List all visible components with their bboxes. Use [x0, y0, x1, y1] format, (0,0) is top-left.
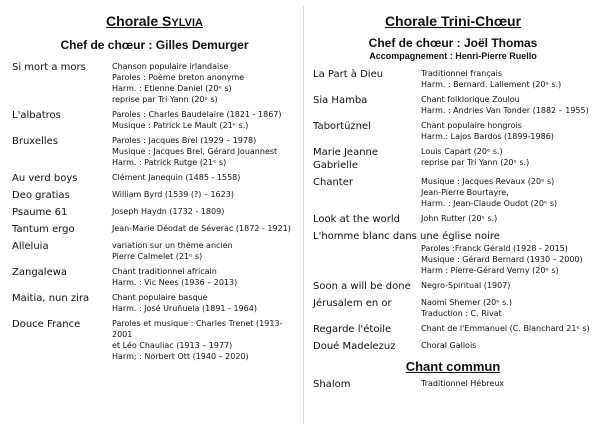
- chef-de-choeur: Chef de chœur : Joël Thomas: [368, 36, 538, 50]
- credit-line: Naomi Shemer (20ᵉ s.): [421, 298, 512, 307]
- song-credits: [112, 206, 297, 219]
- credit-line: Jean-Marie Déodat de Séverac (1872 - 1921): [112, 224, 291, 233]
- song-title: Regarde l'étoile: [313, 324, 392, 335]
- credit-line: Negro-Spiritual (1907): [421, 281, 511, 290]
- song-title: Deo gratias: [12, 190, 70, 201]
- song-entry: [12, 292, 297, 314]
- song-credits: [421, 146, 593, 172]
- song-title: Alleluia: [12, 241, 49, 252]
- credit-line: Musique : Jacques Brel, Gérard Jouannest: [112, 147, 278, 156]
- song-entry: [12, 266, 297, 288]
- song-credits: [421, 280, 593, 293]
- song-entry: [313, 340, 593, 353]
- song-title: Shalom: [313, 379, 351, 390]
- song-entry: [12, 109, 297, 131]
- credit-line: Harm; : Norbert Ott (1940 – 2020): [112, 352, 249, 361]
- credit-line: Chant populaire basque: [112, 293, 208, 302]
- chef-de-choeur: Chef de chœur : Gilles Demurger: [60, 38, 249, 52]
- credit-line: Harm. : José Uruñuela (1891 - 1964): [112, 304, 257, 313]
- song-title: Tabortüznel: [313, 121, 371, 132]
- credit-line: Harm.: Lajos Bardos (1899-1986): [421, 132, 554, 141]
- credit-line: Harm : Pierre-Gérard Verny (20ᵉ s): [421, 266, 559, 275]
- choir-title-sylvia: Chorale SYLVIA: [106, 13, 203, 29]
- song-entry: [313, 146, 593, 172]
- credit-line: Paroles : Charles Baudelaire (1821 - 1867): [112, 110, 282, 119]
- credit-line: variation sur un thème ancien: [112, 241, 233, 250]
- song-entry: [313, 378, 593, 391]
- song-entry: [12, 206, 297, 219]
- credit-line: Chant traditionnel africain: [112, 267, 217, 276]
- credit-line: Paroles : Poème breton anonyme: [112, 73, 245, 82]
- song-credits: [421, 340, 593, 353]
- song-credits: [112, 172, 297, 185]
- song-title: L'albatros: [12, 110, 61, 121]
- credit-line: Louis Capart (20ᵉ s.): [421, 147, 503, 156]
- credit-line: Harm. : Etienne Daniel (20ᵉ s): [112, 84, 232, 93]
- song-title: L'homme blanc dans une église noire: [313, 231, 500, 242]
- credit-line: Musique : Jacques Revaux (20ᵉ s): [421, 177, 555, 186]
- credit-line: Harm. : Patrick Rutge (21ᵉ s): [112, 158, 227, 167]
- right-column: [313, 8, 593, 395]
- song-title: La Part à Dieu: [313, 69, 384, 80]
- choir-title-trini: Chorale Trini-Chœur: [384, 13, 522, 29]
- credit-line: Chant de l'Emmanuel (C. Blanchard 21ᵉ s): [421, 324, 590, 333]
- song-list: [313, 68, 593, 353]
- credit-line: Traditionnel Hébreux: [421, 379, 505, 388]
- credit-line: Pierre Calmelet (21ᵉ s): [112, 252, 203, 261]
- song-entry: [12, 318, 297, 362]
- song-entry: [313, 297, 593, 319]
- song-title: Zangalewa: [12, 267, 68, 278]
- song-title: Psaume 61: [12, 207, 68, 218]
- song-credits: [421, 68, 593, 90]
- song-credits: [112, 292, 297, 314]
- song-entry: [12, 240, 297, 262]
- credit-line: Harm. : Jean-Claude Oudot (20ᵉ s): [421, 199, 558, 208]
- credit-line: reprise par Tri Yann (20ᵉ s): [112, 95, 218, 104]
- credit-line: Joseph Haydn (1732 - 1809): [112, 207, 225, 216]
- song-title: Doué Madelezuz: [313, 341, 396, 352]
- credit-line: Chanson populaire irlandaise: [112, 62, 229, 71]
- credit-line: Musique : Gérard Bernard (1930 – 2000): [421, 255, 583, 264]
- credit-line: Paroles et musique : Charles Trenet (1913-2001: [112, 319, 283, 339]
- song-credits: [421, 378, 593, 391]
- song-credits: [421, 176, 593, 209]
- credit-line: reprise par Tri Yann (20ᵉ s.): [421, 158, 530, 167]
- credit-line: et Léo Chauliac (1913 – 1977): [112, 341, 233, 350]
- section-title-chant-commun: Chant commun: [405, 359, 501, 374]
- song-entry: [313, 120, 593, 142]
- song-title: Chanter: [313, 177, 353, 188]
- song-credits: [421, 94, 593, 116]
- song-credits: [421, 120, 593, 142]
- left-column: [12, 8, 297, 366]
- song-list: [12, 61, 297, 362]
- song-credits: [112, 223, 297, 236]
- song-title: Douce France: [12, 319, 81, 330]
- song-title: Look at the world: [313, 214, 400, 225]
- column-divider: [303, 6, 304, 424]
- song-title: Jérusalem en or: [313, 298, 392, 309]
- credit-line: Chant populaire hongrois: [421, 121, 522, 130]
- song-entry: [12, 189, 297, 202]
- song-title: Si mort a mors: [12, 62, 86, 73]
- song-entry: [12, 135, 297, 168]
- song-title: Bruxelles: [12, 136, 58, 147]
- credit-line: Musique : Patrick Le Mault (21ᵉ s.): [112, 121, 249, 130]
- song-title: Sia Hamba: [313, 95, 368, 106]
- credit-line: Choral Gallois: [421, 341, 477, 350]
- song-entry: [313, 213, 593, 226]
- song-title: Soon a will be done: [313, 281, 411, 292]
- song-entry: [313, 68, 593, 90]
- song-credits: [112, 135, 297, 168]
- song-credits: [112, 61, 297, 105]
- song-title: Marie Jeanne Gabrielle: [313, 147, 379, 171]
- credit-line: Traduction : C. Rivat: [421, 309, 502, 318]
- song-credits: [421, 213, 593, 226]
- song-entry: [313, 230, 593, 276]
- song-credits: [112, 266, 297, 288]
- song-title: Tantum ergo: [12, 224, 75, 235]
- credit-line: Paroles :Franck Gérald (1928 - 2015): [421, 244, 568, 253]
- song-entry: [313, 94, 593, 116]
- credit-line: John Rutter (20ᵉ s.): [421, 214, 498, 223]
- credit-line: Clément Janequin (1485 - 1558): [112, 173, 241, 182]
- credit-line: Harm. : Andries Van Tonder (1882 – 1955): [421, 106, 589, 115]
- credit-line: William Byrd (1539 (?) – 1623): [112, 190, 234, 199]
- credit-line: Traditionnel français: [421, 69, 503, 78]
- song-entry: [313, 176, 593, 209]
- song-credits: [421, 297, 593, 319]
- song-entry: [12, 223, 297, 236]
- song-credits: [112, 189, 297, 202]
- song-entry: [12, 61, 297, 105]
- credit-line: Harm. : Bernard. Lallement (20ᵉ s.): [421, 80, 562, 89]
- credit-line: Jean-Pierre Bourtayre,: [421, 188, 509, 197]
- song-credits: [421, 323, 593, 336]
- song-entry: [313, 280, 593, 293]
- song-title: Au verd boys: [12, 173, 78, 184]
- song-title: Maitia, nun zira: [12, 293, 90, 304]
- song-entry: [12, 172, 297, 185]
- song-credits: [313, 243, 593, 276]
- credit-line: Paroles : Jacques Brel (1929 – 1978): [112, 136, 257, 145]
- song-credits: [112, 109, 297, 131]
- song-credits: [112, 318, 297, 362]
- credit-line: Chant folklorique Zoulou: [421, 95, 520, 104]
- song-entry: [313, 323, 593, 336]
- credit-line: Harm. : Vic Nees (1936 – 2013): [112, 278, 238, 287]
- accompagnement: Accompagnement : Henri-Pierre Ruello: [369, 51, 537, 61]
- song-credits: [112, 240, 297, 262]
- common-song-list: [313, 378, 593, 391]
